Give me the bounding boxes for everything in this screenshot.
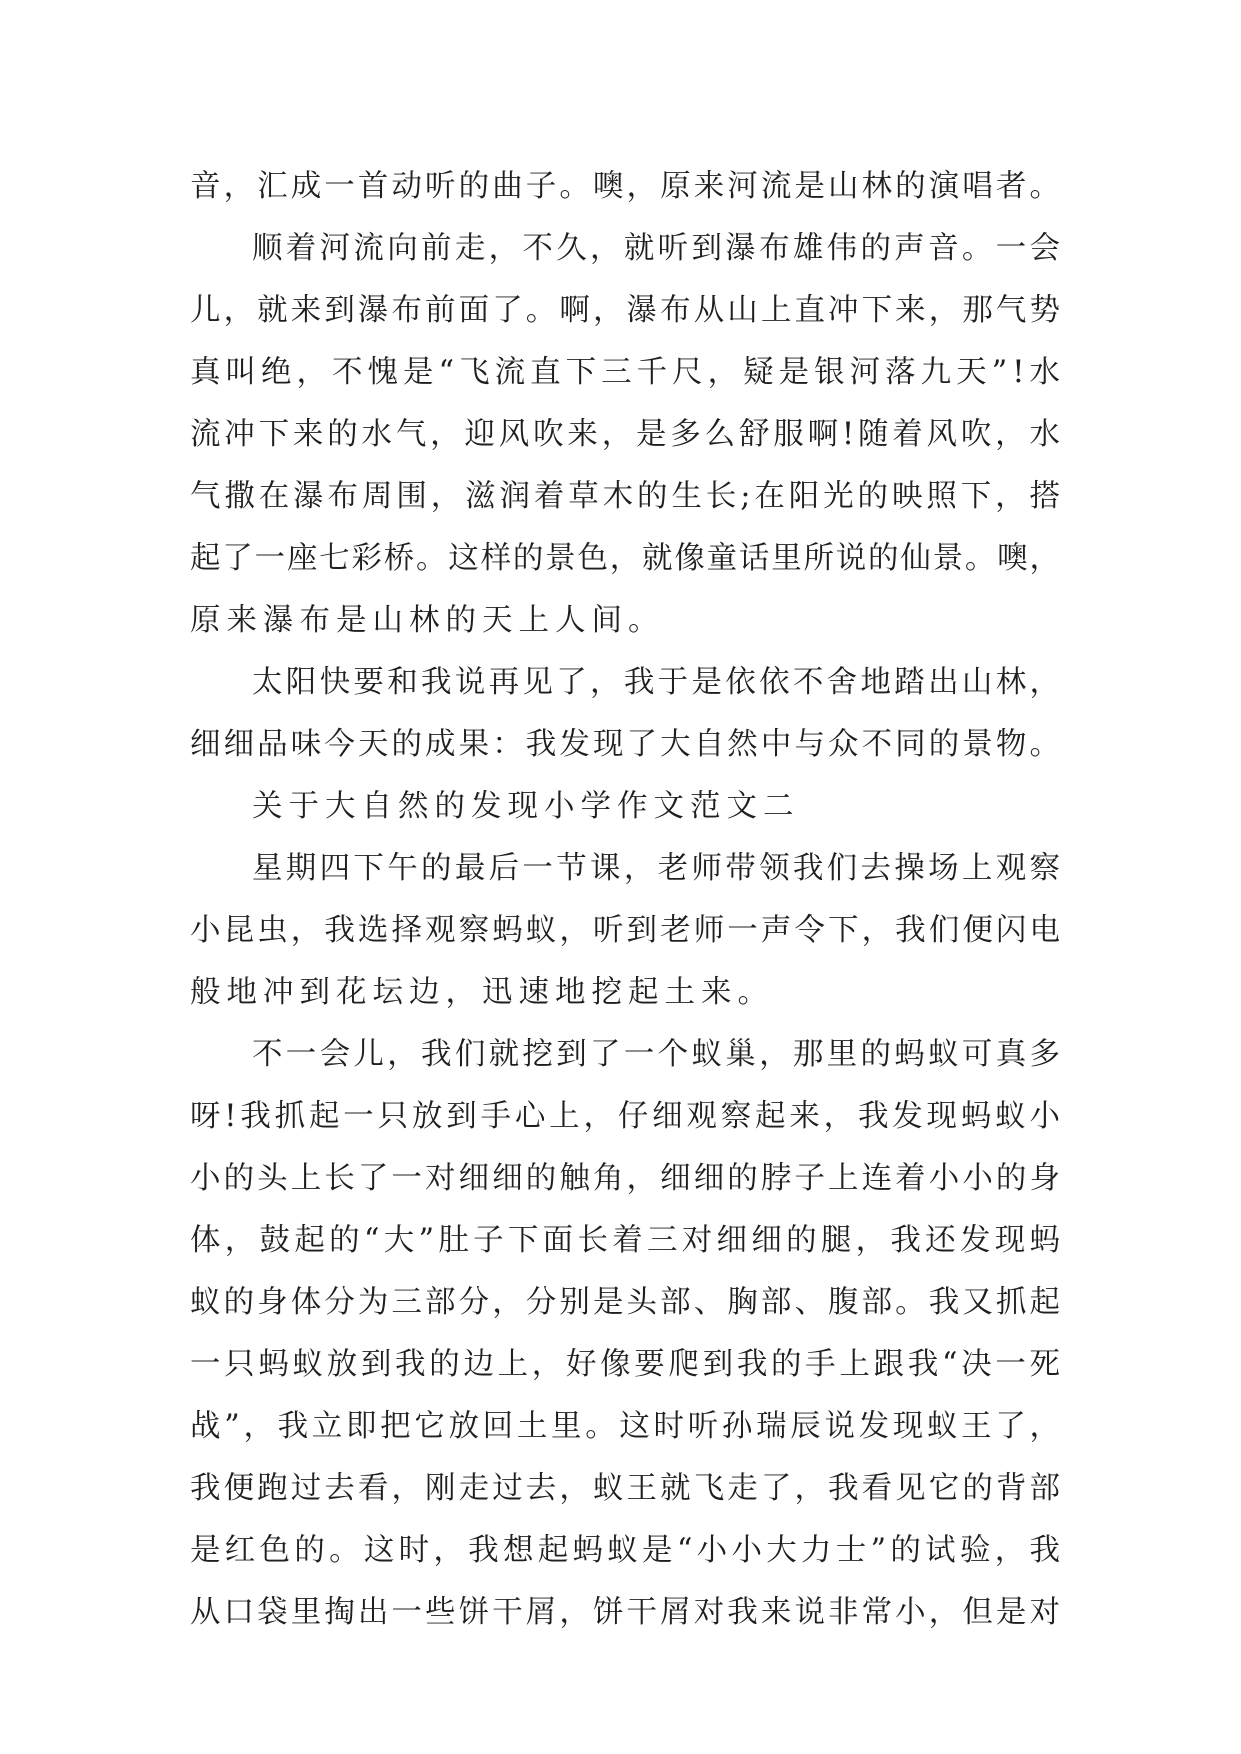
- text-line-content: 细细品味今天的成果：我发现了大自然中与众不同的景物。: [190, 727, 1064, 762]
- text-line: [190, 1458, 1064, 1520]
- text-line-content: 体，鼓起的“大”肚子下面长着三对细细的腿，我还发现蚂: [190, 1223, 1065, 1258]
- text-line-content: 战”，我立即把它放回土里。这时听孙瑞辰说发现蚁王了，: [190, 1409, 1064, 1444]
- text-line-content: 是红色的。这时，我想起蚂蚁是“小小大力士”的试验，我: [190, 1533, 1065, 1568]
- text-line: [190, 342, 1065, 404]
- text-line: [190, 466, 1064, 528]
- text-line: [190, 652, 1064, 714]
- body-text: [190, 156, 1065, 1644]
- text-line-content: 蚁的身体分为三部分，分别是头部、胸部、腹部。我又抓起: [190, 1285, 1064, 1320]
- text-line-content: 一只蚂蚁放到我的边上，好像要爬到我的手上跟我“决一死: [190, 1347, 1064, 1382]
- text-line-content: 关于大自然的发现小学作文范文二: [252, 789, 800, 824]
- text-line-content: 从口袋里掏出一些饼干屑，饼干屑对我来说非常小，但是对: [190, 1595, 1064, 1630]
- text-line: [190, 280, 1064, 342]
- text-line-content: 原来瀑布是山林的天上人间。: [190, 603, 665, 638]
- text-line-content: 顺着河流向前走，不久，就听到瀑布雄伟的声音。一会: [252, 231, 1064, 266]
- text-line: [190, 776, 1060, 838]
- text-line-content: 星期四下午的最后一节课，老师带领我们去操场上观察: [252, 851, 1064, 886]
- text-line-content: 小的头上长了一对细细的触角，细细的脖子上连着小小的身: [190, 1161, 1064, 1196]
- text-line: [190, 528, 1060, 590]
- text-line-content: 音，汇成一首动听的曲子。噢，原来河流是山林的演唱者。: [190, 169, 1064, 204]
- text-line-content: 流冲下来的水气，迎风吹来，是多么舒服啊!随着风吹，水: [190, 417, 1064, 452]
- text-line: [190, 1334, 1064, 1396]
- text-line: [190, 1582, 1064, 1644]
- text-line: [190, 838, 1064, 900]
- text-line: [190, 1272, 1064, 1334]
- text-line: [190, 1396, 1064, 1458]
- text-line: [190, 1148, 1064, 1210]
- text-line-content: 太阳快要和我说再见了，我于是依依不舍地踏出山林，: [252, 665, 1064, 700]
- text-line-content: 儿，就来到瀑布前面了。啊，瀑布从山上直冲下来，那气势: [190, 293, 1064, 328]
- text-line: [190, 1520, 1065, 1582]
- text-line: [190, 218, 1064, 280]
- text-line: [190, 1086, 1064, 1148]
- text-line: [190, 156, 1064, 218]
- text-line-content: 起了一座七彩桥。这样的景色，就像童话里所说的仙景。噢，: [190, 541, 1062, 576]
- text-line: [190, 714, 1064, 776]
- text-line: [190, 1210, 1065, 1272]
- text-line-content: 般地冲到花坛边，迅速地挖起土来。: [190, 975, 774, 1010]
- text-line-content: 不一会儿，我们就挖到了一个蚁巢，那里的蚂蚁可真多: [252, 1037, 1064, 1072]
- text-line-content: 我便跑过去看，刚走过去，蚁王就飞走了，我看见它的背部: [190, 1471, 1064, 1506]
- text-line: [190, 962, 1060, 1024]
- text-line-content: 小昆虫，我选择观察蚂蚁，听到老师一声令下，我们便闪电: [190, 913, 1064, 948]
- text-line: [190, 404, 1064, 466]
- text-line-content: 气撒在瀑布周围，滋润着草木的生长;在阳光的映照下，搭: [190, 479, 1064, 514]
- text-line: [190, 900, 1064, 962]
- text-line-content: 真叫绝，不愧是“飞流直下三千尺，疑是银河落九天”!水: [190, 355, 1065, 390]
- text-line-content: 呀!我抓起一只放到手心上，仔细观察起来，我发现蚂蚁小: [190, 1099, 1064, 1134]
- text-line: [190, 1024, 1064, 1086]
- text-line: [190, 590, 1060, 652]
